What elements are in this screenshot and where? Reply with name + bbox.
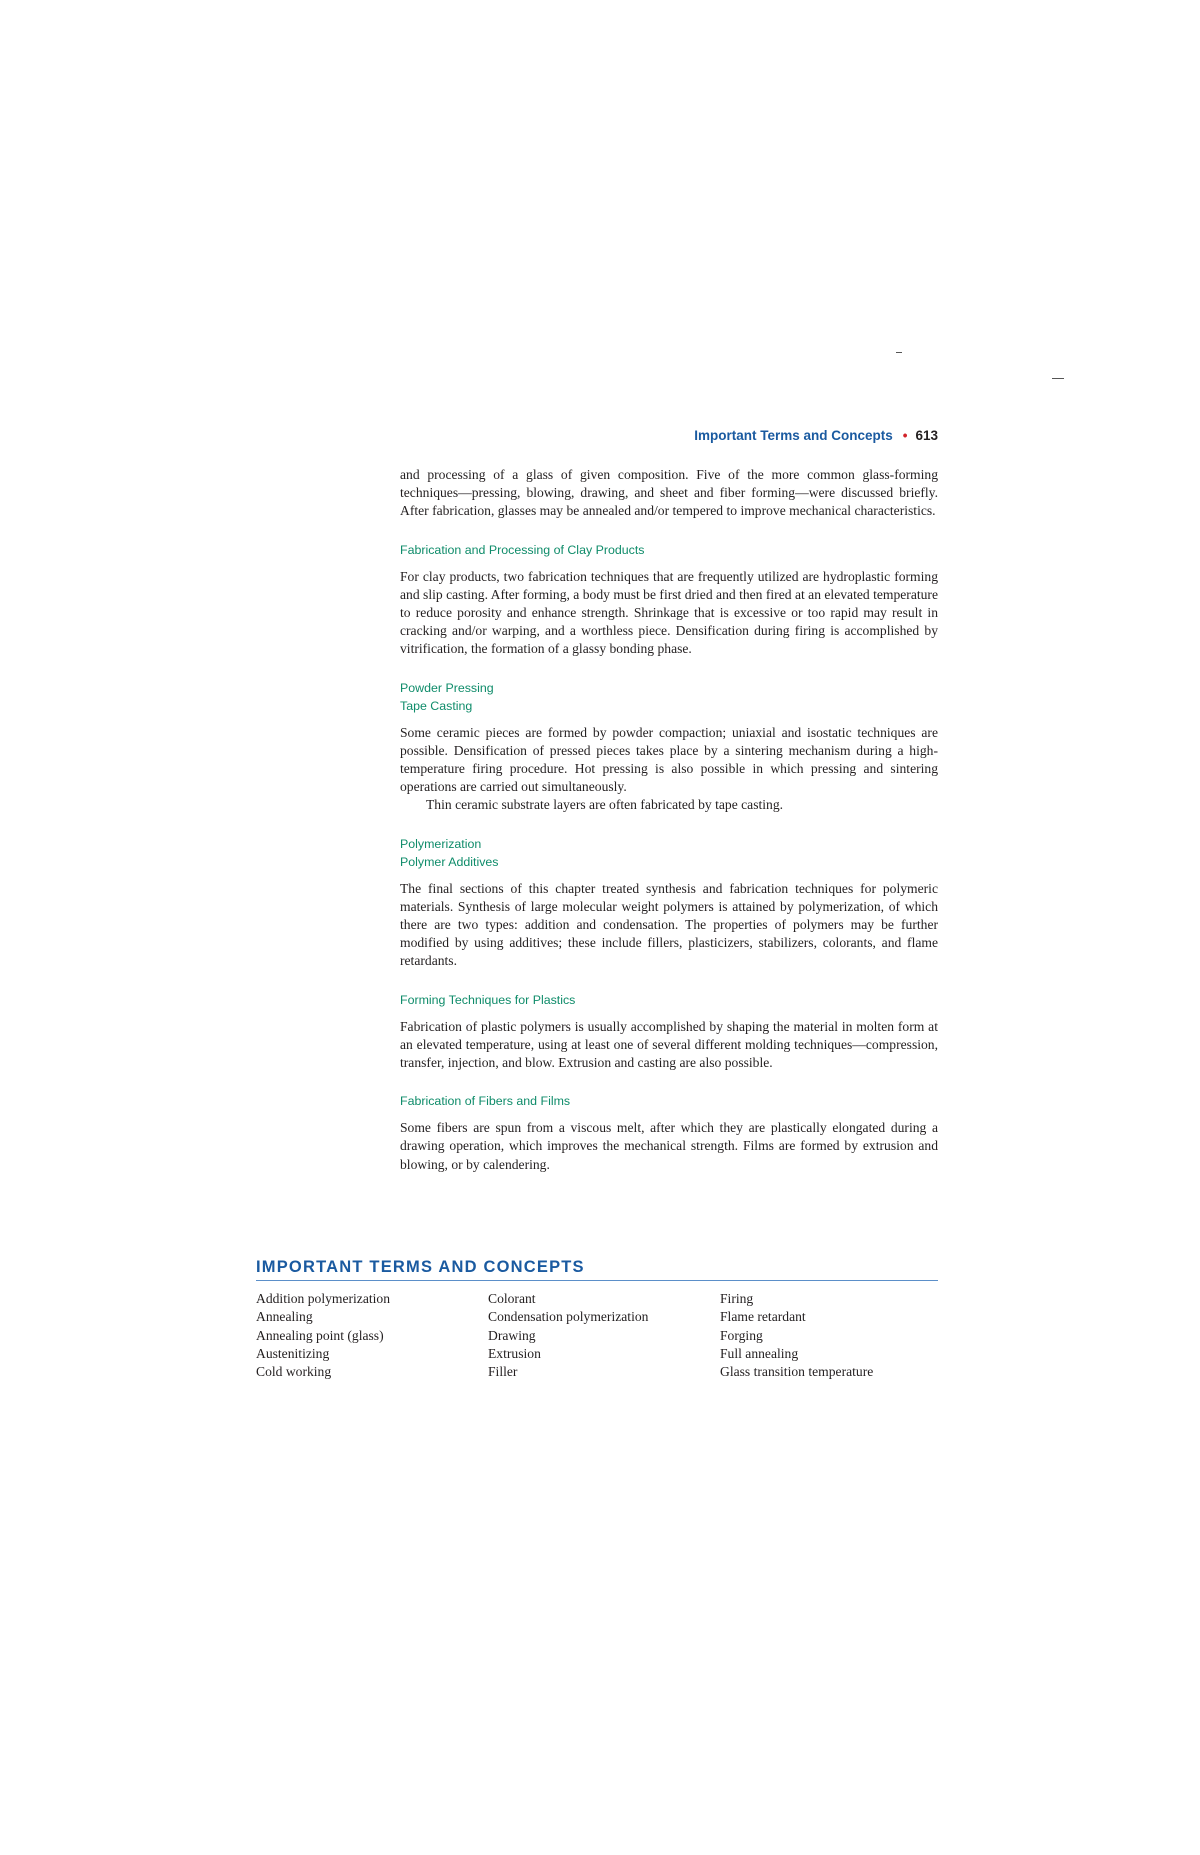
term-item: Filler [488,1364,518,1380]
paragraph-fibers-films: Some fibers are spun from a viscous melt, after which they are plastically elongated during a drawing operation, which improves the mechanical strength. Films are formed by extrusion and blowing, or by calendering. [400,1120,938,1172]
heading-polymerization: Polymerization [400,836,482,851]
terms-column-1 [256,1290,488,1381]
paragraph-glass-processing: and processing of a glass of given composition. Five of the more common glass-forming techniques—pressing, blowing, drawing, and sheet and fiber forming—were discussed briefly. After fabrication, glasses may be annealed and/or tempered to improve mechanical characteristics. [400,467,938,519]
terms-section-heading: IMPORTANT TERMS AND CONCEPTS [256,1258,938,1281]
crop-mark [896,352,902,353]
crop-mark [1052,378,1064,379]
heading-forming-plastics: Forming Techniques for Plastics [400,992,576,1007]
page-number: 613 [915,428,938,443]
term-item: Condensation polymerization [488,1309,649,1325]
paragraph-powder-pressing: Some ceramic pieces are formed by powder compaction; uniaxial and isostatic techniques are possible. Densification of pressed pieces takes place by a sintering mechanism during a high-temperature firing procedure. Hot pressing is also possible in which pressing and sintering operations are carried out simultaneously. [400,724,938,795]
terms-column-3 [720,1290,938,1381]
term-item: Flame retardant [720,1309,806,1325]
heading-clay-products: Fabrication and Processing of Clay Products [400,542,645,557]
term-item: Firing [720,1291,754,1306]
terms-list [256,1290,938,1381]
terms-column-2 [488,1290,720,1381]
paragraph-forming-plastics: Fabrication of plastic polymers is usually accomplished by shaping the material in molten form at an elevated temperature, using at least one of several different molding techniques—compression, transfer, injection, and blow. Extrusion and casting are also possible. [400,1018,938,1071]
term-item: Cold working [256,1364,332,1380]
bullet-icon: • [902,428,908,443]
paragraph-polymer-synthesis: The final sections of this chapter treated synthesis and fabrication techniques for polymeric materials. Synthesis of large molecular weight polymers is attained by polymerization, of which there are two types: addition and condensation. The properties of polymers may be further modified by using additives; these include fillers, plasticizers, stabilizers, colorants, and flame retardants. [400,880,938,969]
heading-powder-pressing: Powder Pressing [400,680,494,695]
heading-tape-casting: Tape Casting [400,698,473,713]
term-item: Colorant [488,1291,536,1306]
term-item: Addition polymerization [256,1291,391,1306]
term-item: Glass transition temperature [720,1364,874,1380]
running-head-title: Important Terms and Concepts [694,428,893,443]
term-item: Full annealing [720,1345,799,1361]
term-item: Forging [720,1327,763,1343]
term-item: Annealing [256,1309,313,1325]
heading-fibers-films: Fabrication of Fibers and Films [400,1094,571,1109]
term-item: Extrusion [488,1345,541,1361]
paragraph-tape-casting: Thin ceramic substrate layers are often fabricated by tape casting. [426,797,784,813]
term-item: Drawing [488,1327,536,1343]
heading-polymer-additives: Polymer Additives [400,854,499,869]
term-item: Annealing point (glass) [256,1327,384,1343]
term-item: Austenitizing [256,1345,330,1361]
main-text-column [400,466,938,1174]
paragraph-clay-products: For clay products, two fabrication techniques that are frequently utilized are hydroplastic forming and slip casting. After forming, a body must be first dried and then fired at an elevated temperature to reduce porosity and enhance strength. Shrinkage that is excessive or too rapid may result in cracking and/or warping, and a worthless piece. Densification during firing is accomplished by vitrification, the formation of a glassy bonding phase. [400,568,938,657]
running-head [398,428,938,443]
